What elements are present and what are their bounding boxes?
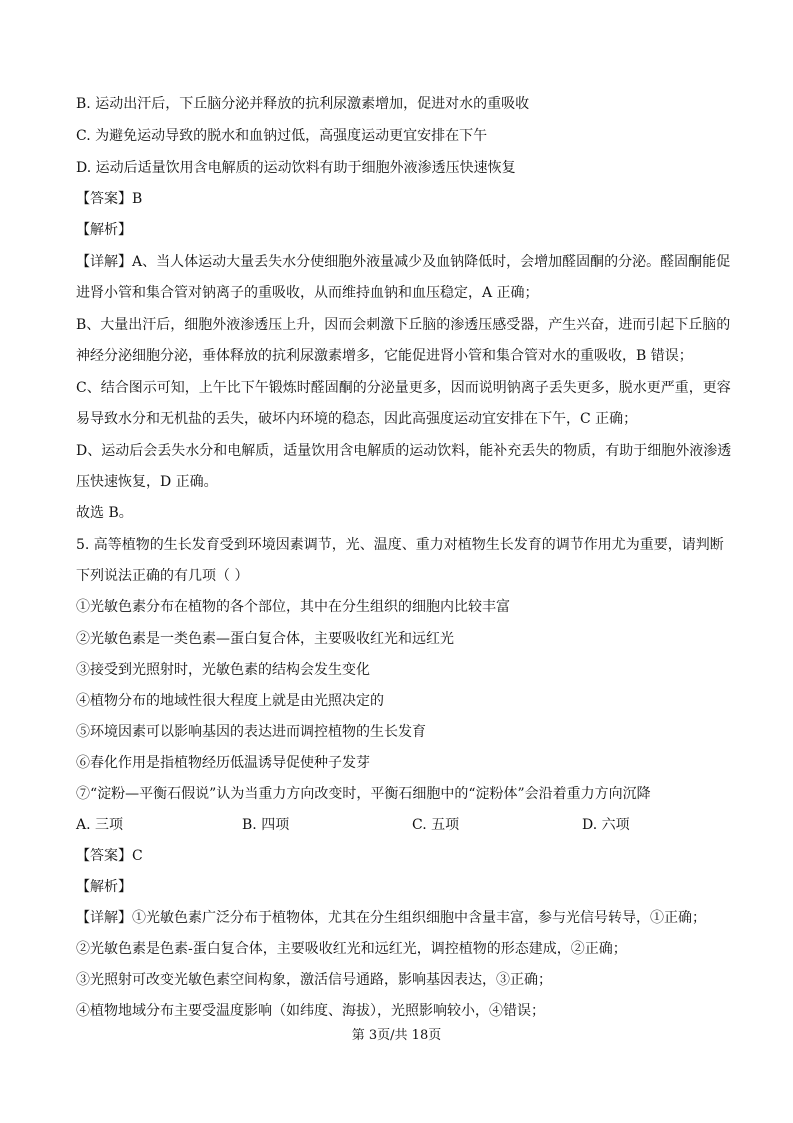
q4-detail-line: 压快速恢复，D 正确。: [76, 474, 218, 490]
q5-statement: ②光敏色素是一类色素—蛋白复合体，主要吸收红光和远红光: [76, 631, 454, 647]
q4-detail-line: D、运动后会丢失水分和电解质，适量饮用含电解质的运动饮料，能补充丢失的物质，有助于细胞外液渗透: [76, 443, 732, 459]
q4-detail-line: 神经分泌细胞分泌，垂体释放的抗利尿激素增多，它能促进肾小管和集合管对水的重吸收，B 错误；: [76, 348, 693, 364]
q5-answer: 【答案】C: [76, 848, 143, 864]
q5-option-a: A. 三项: [76, 817, 124, 833]
q4-detail-line: 进肾小管和集合管对钠离子的重吸收，从而维持血钠和血压稳定，A 正确；: [76, 285, 539, 301]
q5-option-b: B. 四项: [242, 817, 290, 833]
q5-detail-line: ②光敏色素是色素-蛋白复合体，主要吸收红光和远红光，调控植物的形态建成，②正确；: [76, 941, 627, 957]
q5-detail-line: 【详解】①光敏色素广泛分布于植物体，尤其在分生组织细胞中含量丰富，参与光信号转导，①正确；: [76, 910, 706, 926]
q5-detail-line: ③光照射可改变光敏色素空间构象，激活信号通路，影响基因表达，③正确；: [76, 972, 552, 988]
q5-statement: ④植物分布的地域性很大程度上就是由光照决定的: [76, 693, 384, 709]
q4-detail-line: C、结合图示可知，上午比下午锻炼时醛固酮的分泌量更多，因而说明钠离子丢失更多，脱水更严重，更容: [76, 380, 731, 396]
q5-statement: ⑥春化作用是指植物经历低温诱导促使种子发芽: [76, 755, 370, 771]
q4-detail-line: 易导致水分和无机盐的丢失，破坏内环境的稳态，因此高强度运动宜安排在下午，C 正确；: [76, 411, 638, 427]
q5-option-c: C. 五项: [412, 817, 460, 833]
q5-statement: ⑦“淀粉—平衡石假说”认为当重力方向改变时，平衡石细胞中的“淀粉体”会沿着重力方向沉降: [76, 786, 651, 802]
q4-detail-line: 【详解】A、当人体运动大量丢失水分使细胞外液量减少及血钠降低时，会增加醛固酮的分泌。醛固酮能促: [76, 254, 731, 270]
q5-stem: 5. 高等植物的生长发育受到环境因素调节，光、温度、重力对植物生长发育的调节作用尤为重要，请判断: [76, 537, 724, 553]
q5-statement: ①光敏色素分布在植物的各个部位，其中在分生组织的细胞内比较丰富: [76, 599, 510, 615]
q5-statement: ③接受到光照射时，光敏色素的结构会发生变化: [76, 662, 370, 678]
q5-detail-line: ④植物地域分布主要受温度影响（如纬度、海拔），光照影响较小，④错误；: [76, 1003, 545, 1019]
page-footer: 第 3页/共 18页: [351, 1028, 442, 1043]
q5-analysis-label: 【解析】: [76, 879, 132, 895]
q4-answer: 【答案】B: [76, 191, 143, 207]
q5-option-d: D. 六项: [582, 817, 630, 833]
q4-detail-line: B、大量出汗后，细胞外液渗透压上升，因而会刺激下丘脑的渗透压感受器，产生兴奋，进而引起下丘脑的: [76, 317, 731, 333]
q4-option-c: C. 为避免运动导致的脱水和血钠过低，高强度运动更宜安排在下午: [76, 128, 488, 144]
q4-option-b: B. 运动出汗后，下丘脑分泌并释放的抗利尿激素增加，促进对水的重吸收: [76, 96, 530, 112]
q5-stem: 下列说法正确的有几项（ ）: [76, 568, 249, 584]
q4-analysis-label: 【解析】: [76, 222, 132, 238]
q4-option-d: D. 运动后适量饮用含电解质的运动饮料有助于细胞外液渗透压快速恢复: [76, 160, 516, 176]
q4-conclusion: 故选 B。: [76, 505, 133, 521]
q5-statement: ⑤环境因素可以影响基因的表达进而调控植物的生长发育: [76, 724, 426, 740]
